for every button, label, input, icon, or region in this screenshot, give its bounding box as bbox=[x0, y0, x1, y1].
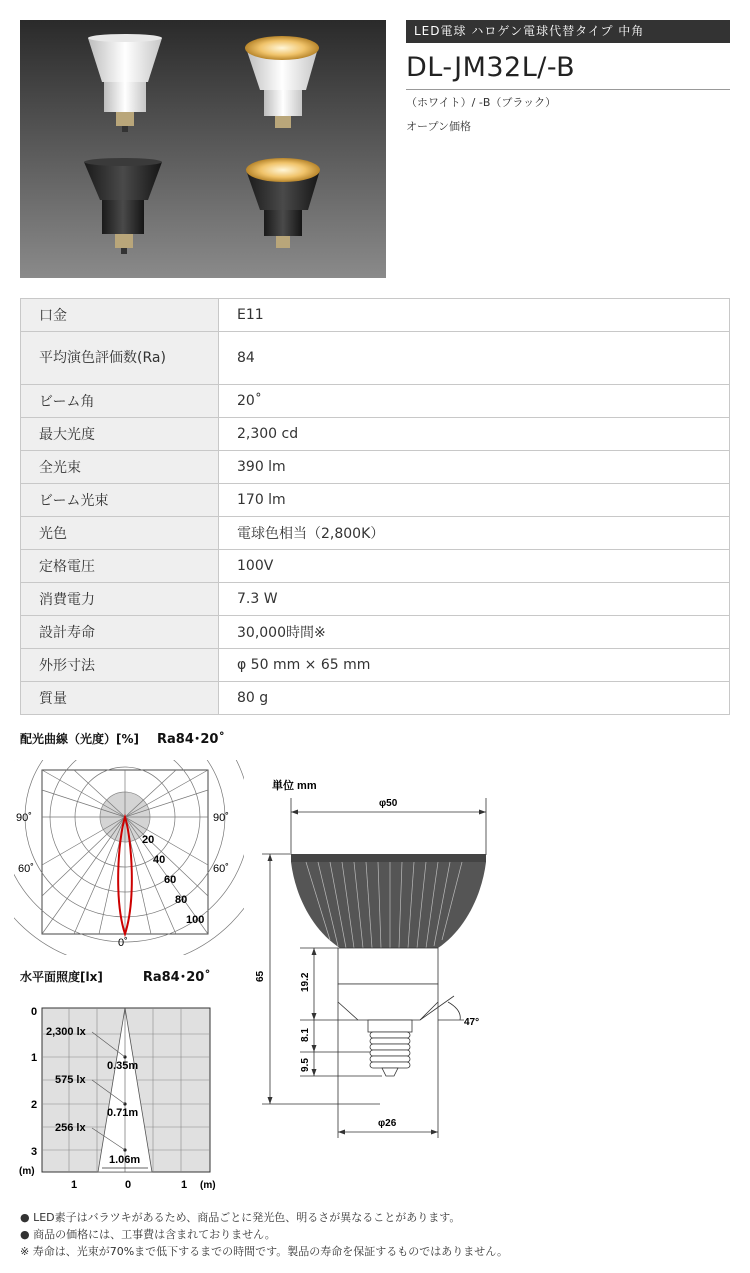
polar-label-90-right: 90˚ bbox=[213, 812, 229, 824]
polar-label-60-left: 60˚ bbox=[18, 863, 34, 875]
spec-value: 390 lm bbox=[219, 451, 730, 484]
y-unit: (m) bbox=[19, 1166, 35, 1177]
spec-value: 2,300 cd bbox=[219, 418, 730, 451]
polar-grid bbox=[14, 760, 244, 955]
polar-label-0: 0˚ bbox=[118, 937, 128, 949]
spec-value: 30,000時間※ bbox=[219, 616, 730, 649]
spec-value: 電球色相当（2,800K） bbox=[219, 517, 730, 550]
polar-label-60-right: 60˚ bbox=[213, 863, 229, 875]
spec-value: 80 g bbox=[219, 682, 730, 715]
spec-value: 170 lm bbox=[219, 484, 730, 517]
spec-label: ビーム光束 bbox=[21, 484, 219, 517]
polar-label-90-left: 90˚ bbox=[16, 812, 32, 824]
x-tick-1-right: 1 bbox=[181, 1179, 188, 1191]
polar-chart-title bbox=[20, 728, 225, 747]
table-row bbox=[21, 682, 730, 715]
spec-value: E11 bbox=[219, 299, 730, 332]
spec-table bbox=[20, 298, 730, 715]
lux-label-2: 575 lx bbox=[55, 1074, 86, 1086]
y-tick-3: 3 bbox=[31, 1146, 38, 1158]
y-tick-2: 2 bbox=[31, 1099, 38, 1111]
y-tick-0: 0 bbox=[31, 1006, 38, 1018]
table-row bbox=[21, 484, 730, 517]
spec-label: 定格電圧 bbox=[21, 550, 219, 583]
height-65: 65 bbox=[255, 970, 266, 982]
polar-ring-40: 40 bbox=[153, 854, 166, 866]
table-row bbox=[21, 517, 730, 550]
height-19-2: 19.2 bbox=[300, 972, 311, 992]
color-variants: （ホワイト）/ -B（ブラック） bbox=[406, 96, 557, 109]
model-number: DL-JM32L/-B bbox=[406, 52, 576, 83]
polar-ring-60: 60 bbox=[164, 874, 177, 886]
distance-label-1: 0.35m bbox=[107, 1060, 139, 1072]
table-row bbox=[21, 418, 730, 451]
category-bar: LED電球 ハロゲン電球代替タイプ 中角 bbox=[406, 20, 730, 43]
distance-label-3: 1.06m bbox=[109, 1154, 141, 1166]
table-row bbox=[21, 649, 730, 682]
distance-label-2: 0.71m bbox=[107, 1107, 139, 1119]
angle-47: 47° bbox=[464, 1017, 480, 1028]
spec-label: 全光束 bbox=[21, 451, 219, 484]
illuminance-chart bbox=[14, 1000, 244, 1195]
polar-ring-80: 80 bbox=[175, 894, 188, 906]
spec-label: 外形寸法 bbox=[21, 649, 219, 682]
spec-label: 口金 bbox=[21, 299, 219, 332]
spec-value: 20˚ bbox=[219, 385, 730, 418]
polar-ring-20: 20 bbox=[142, 834, 155, 846]
spec-value: φ 50 mm × 65 mm bbox=[219, 649, 730, 682]
table-row bbox=[21, 616, 730, 649]
polar-title-text: 配光曲線（光度）[%] bbox=[20, 732, 139, 746]
spec-value: 7.3 W bbox=[219, 583, 730, 616]
note-3: ※ 寿命は、光束が70%まで低下するまでの時間です。製品の寿命を保証するものではありません。 bbox=[20, 1245, 508, 1258]
price-label: オープン価格 bbox=[406, 120, 472, 133]
illuminance-chart-title bbox=[20, 966, 211, 985]
spec-label: 最大光度 bbox=[21, 418, 219, 451]
table-row bbox=[21, 583, 730, 616]
x-tick-0: 0 bbox=[125, 1179, 132, 1191]
lux-label-1: 2,300 lx bbox=[46, 1026, 86, 1038]
polar-title-spec: Ra84･20˚ bbox=[157, 732, 225, 747]
table-row bbox=[21, 385, 730, 418]
spec-label: 質量 bbox=[21, 682, 219, 715]
bulb-outline bbox=[291, 854, 486, 1076]
table-row bbox=[21, 299, 730, 332]
y-tick-1: 1 bbox=[31, 1052, 38, 1064]
x-tick-1-left: 1 bbox=[71, 1179, 78, 1191]
spec-label: 消費電力 bbox=[21, 583, 219, 616]
illuminance-title-spec: Ra84･20˚ bbox=[142, 970, 211, 985]
spec-label: ビーム角 bbox=[21, 385, 219, 418]
top-diameter: φ50 bbox=[379, 798, 398, 809]
unit-label: 単位 mm bbox=[272, 780, 317, 792]
spec-label: 設計寿命 bbox=[21, 616, 219, 649]
polar-ring-100: 100 bbox=[186, 914, 205, 926]
table-row bbox=[21, 332, 730, 385]
note-2: ● 商品の価格には、工事費は含まれておりません。 bbox=[20, 1228, 276, 1241]
spec-value: 100V bbox=[219, 550, 730, 583]
table-row bbox=[21, 550, 730, 583]
spec-label: 平均演色評価数(Ra) bbox=[21, 332, 219, 385]
table-row bbox=[21, 451, 730, 484]
polar-distribution-chart bbox=[14, 760, 244, 955]
bottom-diameter: φ26 bbox=[378, 1118, 397, 1129]
height-9-5: 9.5 bbox=[300, 1058, 311, 1072]
spec-value: 84 bbox=[219, 332, 730, 385]
dimension-drawing bbox=[250, 770, 500, 1150]
spec-label: 光色 bbox=[21, 517, 219, 550]
title-divider bbox=[406, 89, 730, 90]
x-unit: (m) bbox=[200, 1180, 216, 1191]
note-1: ● LED素子はバラツキがあるため、商品ごとに発光色、明るさが異なることがあります。 bbox=[20, 1211, 461, 1224]
lux-label-3: 256 lx bbox=[55, 1122, 86, 1134]
height-8-1: 8.1 bbox=[300, 1028, 311, 1042]
illuminance-title-text: 水平面照度[lx] bbox=[20, 970, 103, 984]
product-photo bbox=[20, 20, 386, 278]
